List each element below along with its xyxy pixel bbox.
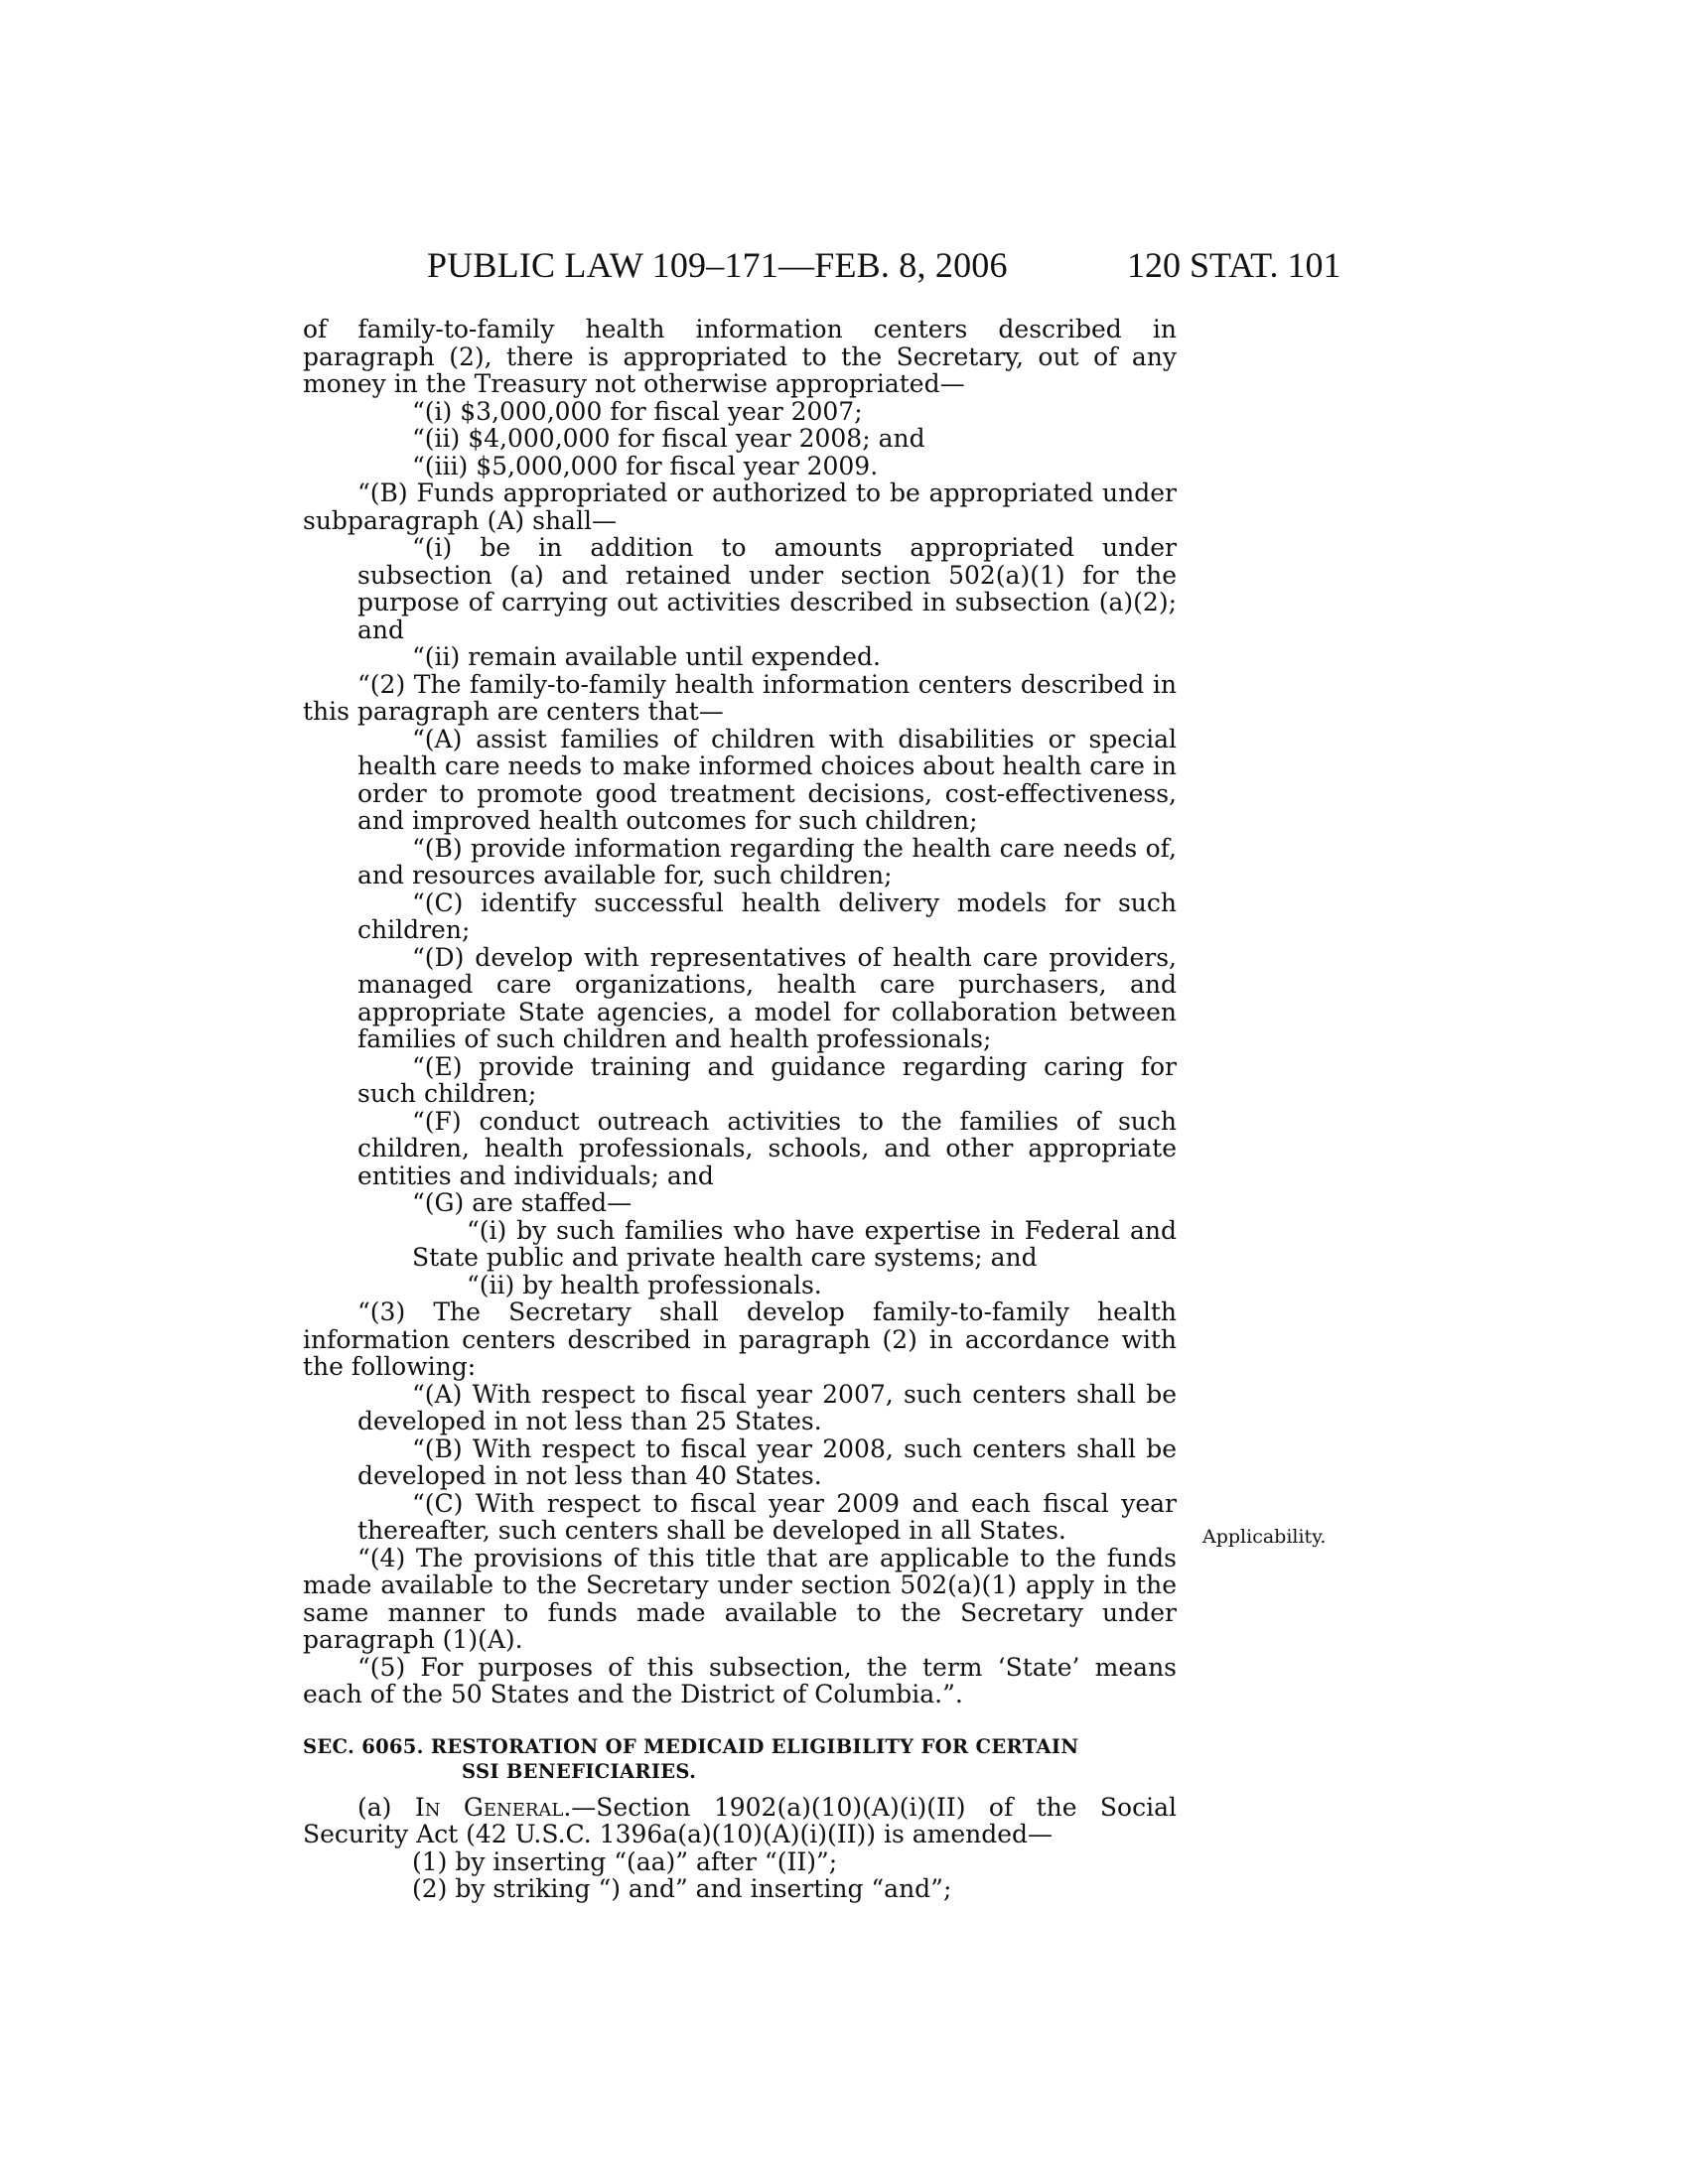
paragraph-3-develop-centers: “(3) The Secretary shall develop family-to-family health information centers described in paragraph (2) in accordance with the following: (303, 1297, 1177, 1381)
subparagraph-c-fy2009: “(C) With respect to fiscal year 2009 and each fiscal year thereafter, such centers shall be developed in all States. (357, 1488, 1177, 1545)
paragraph-4-provisions: “(4) The provisions of this title that are applicable to the funds made available to the Secretary under section 502(a)(1) apply in the same manner to funds made available to the Secretary under paragraph (1)(A). (303, 1543, 1177, 1654)
subparagraph-b-fy2008: “(B) With respect to fiscal year 2008, such centers shall be developed in not less than 40 States. (357, 1433, 1177, 1490)
paragraph-continuation: of family-to-family health information centers described in paragraph (2), there is appropriated to the Secretary, out of any money in the Treasury not otherwise appropriated— (303, 315, 1177, 398)
margin-note-applicability: Applicability. (1202, 1526, 1327, 1548)
subsection-a-label: (a) (357, 1792, 392, 1822)
clause-ii-remain-available: “(ii) remain available until expended. (412, 642, 881, 671)
clause-i-additional-amounts: “(i) be in addition to amounts appropriated under subsection (a) and retained under section 502(a)(1) for the purpose of carrying out activities described in subsection (a)(2); and (357, 533, 1177, 644)
clause-iii-funding-2009: “(iii) $5,000,000 for fiscal year 2009. (412, 451, 879, 480)
subparagraph-b-provide-information: “(B) provide information regarding the health care needs of, and resources available for, such children; (357, 833, 1177, 889)
subparagraph-d-develop-model: “(D) develop with representatives of health care providers, managed care organizations, health care purchasers, and appropriate State agencies, a model for collaboration between families of such children and health professionals; (357, 942, 1177, 1053)
amendment-item-1: (1) by inserting “(aa)” after “(II)”; (412, 1846, 838, 1876)
subsection-a-in-general (303, 1794, 1177, 1848)
paragraph-5-definition-state: “(5) For purposes of this subsection, the term ‘State’ means each of the 50 States and the District of Columbia.”. (303, 1652, 1177, 1708)
subsection-a-heading: In General (414, 1792, 564, 1822)
subparagraph-a-fy2007: “(A) With respect to fiscal year 2007, such centers shall be developed in not less than 25 States. (357, 1379, 1177, 1435)
section-heading (303, 1734, 1177, 1784)
clause-i-funding-2007: “(i) $3,000,000 for fiscal year 2007; (412, 396, 863, 426)
section-heading-line-2: SSI BENEFICIARIES. (462, 1759, 697, 1783)
subsection-a-text: .—Section 1902(a)(10)(A)(i)(II) of the Social Security Act (42 U.S.C. 1396a(a)(10)(A)(i)(II)) is amended— (303, 1792, 1177, 1848)
clause-i-by-families: “(i) by such families who have expertise in Federal and State public and private health care systems; and (412, 1215, 1177, 1272)
section-heading-line-1: SEC. 6065. RESTORATION OF MEDICAID ELIGIBILITY FOR CERTAIN (303, 1734, 1079, 1758)
paragraph-2-centers: “(2) The family-to-family health information centers described in this paragraph are centers that— (303, 669, 1177, 726)
running-header-title: PUBLIC LAW 109–171—FEB. 8, 2006 (427, 245, 1008, 285)
subparagraph-g-staffed: “(G) are staffed— (412, 1188, 633, 1217)
clause-ii-funding-2008: “(ii) $4,000,000 for fiscal year 2008; and (412, 424, 925, 453)
subparagraph-f-outreach: “(F) conduct outreach activities to the families of such children, health professionals, schools, and other appropriate entities and individuals; and (357, 1106, 1177, 1190)
clause-ii-by-professionals: “(ii) by health professionals. (467, 1270, 822, 1299)
subparagraph-b-funds: “(B) Funds appropriated or authorized to be appropriated under subparagraph (A) shall— (303, 478, 1177, 535)
subparagraph-c-identify-models: “(C) identify successful health delivery models for such children; (357, 887, 1177, 944)
statute-body (303, 316, 1177, 1903)
running-header-stat-page: 120 STAT. 101 (1127, 245, 1341, 285)
amendment-item-2: (2) by striking “) and” and inserting “and”; (412, 1874, 952, 1903)
subparagraph-e-training: “(E) provide training and guidance regarding caring for such children; (357, 1051, 1177, 1108)
subparagraph-a-assist-families: “(A) assist families of children with disabilities or special health care needs to make informed choices about health care in order to promote good treatment decisions, cost-effectiveness, and improved health outcomes for such children; (357, 724, 1177, 835)
